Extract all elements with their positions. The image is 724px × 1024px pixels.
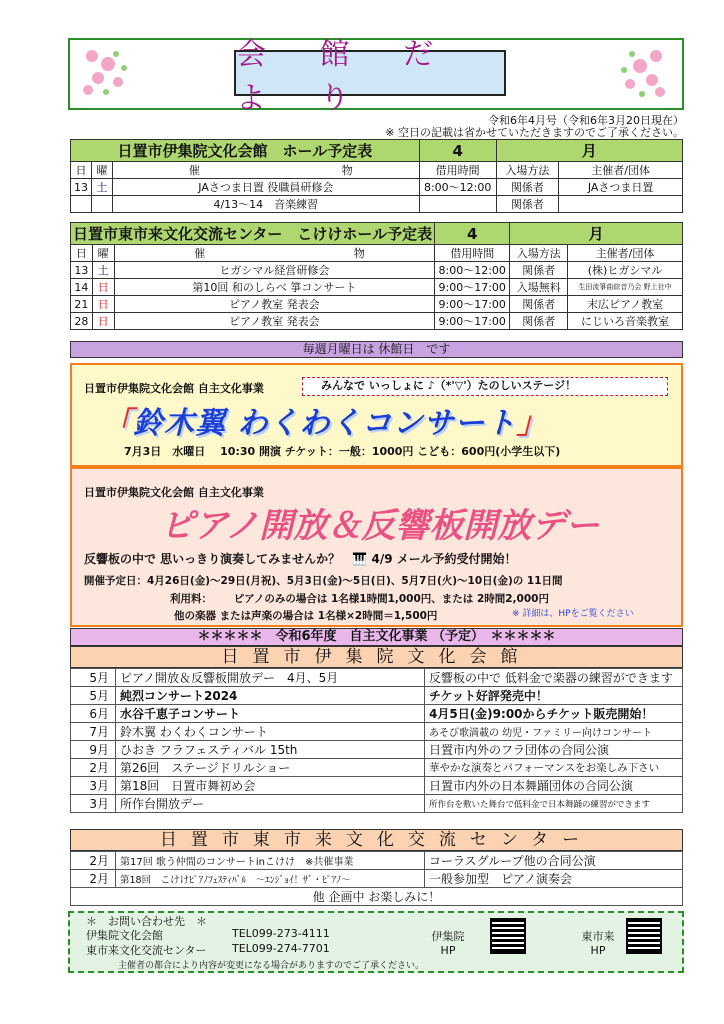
venue-higashi: 日置市東市来文化交流センター (70, 829, 683, 851)
row-entry: 関係者 (510, 262, 568, 279)
qr1-label (428, 928, 468, 957)
events-footer: 他 企画中 お楽しみに！ (71, 888, 683, 906)
row-event: 第10回 和のしらべ 箏コンサート (114, 279, 435, 296)
row-time (419, 196, 496, 213)
flower-icon (616, 44, 672, 102)
fee-note: ※ 詳細は、HPをご覧ください (512, 609, 634, 619)
header-note: ※ 空日の記載は省かせていただきますのでご了承ください。 (385, 126, 684, 139)
row-entry: 関係者 (496, 196, 559, 213)
col-event-1: 催 (112, 162, 275, 179)
event-name: 水谷千恵子コンサート (116, 705, 425, 723)
event-desc: コーラスグループ他の合同公演 (425, 852, 683, 870)
event-name: 第18回 こけけﾋﾟｱﾉﾌｪｽﾃｨﾊﾞﾙ ～ｴﾝｼﾞｮｲ！ｻﾞ・ﾋﾟｱﾉ～ (116, 870, 425, 888)
event-month: 2月 (71, 759, 116, 777)
table-row (71, 313, 683, 330)
row-time: 8:00～12:00 (435, 262, 510, 279)
col-dow: 曜 (92, 245, 114, 262)
qr2-label-1: 東市来 (581, 930, 615, 943)
row-day: 14 (71, 279, 93, 296)
qr1-label-1: 伊集院 (431, 930, 465, 943)
flower-icon (78, 44, 134, 102)
qr-code-icon[interactable] (626, 918, 662, 954)
event-name: 第17回 歌う仲間のコンサートinこけけ ※共催事業 (116, 852, 425, 870)
row-dow (91, 196, 112, 213)
contact-name-2: 東市来文化交流センター (86, 944, 207, 957)
event-desc: 日置市内外のフラ団体の合同公演 (425, 741, 683, 759)
row-org (559, 196, 683, 213)
event-month: 9月 (71, 741, 116, 759)
event-desc: 華やかな演奏とパフォーマンスをお楽しみ下さい (425, 759, 683, 777)
table-title: 日置市東市来文化交流センター こけけホール予定表 (71, 223, 435, 245)
row-time: 9:00～17:00 (435, 279, 510, 296)
col-time: 借用時間 (435, 245, 510, 262)
month-number: 4 (435, 223, 510, 245)
row-dow: 日 (92, 296, 114, 313)
venue-ijuin: 日置市伊集院文化会館 (70, 646, 683, 668)
col-event-2: 物 (285, 245, 435, 262)
closed-notice: 毎週月曜日は 休館日 です (70, 341, 683, 358)
table-row (71, 279, 683, 296)
col-day: 日 (71, 245, 93, 262)
col-event-2: 物 (276, 162, 420, 179)
event-desc: 反響板の中で 低料金で楽器の練習ができます (425, 669, 683, 687)
table-row (71, 669, 683, 687)
contact-tel-1: TEL099-273-4111 (232, 927, 330, 940)
fee-2: 他の楽器 または声楽の場合は 1名様×2時間＝1,500円 (174, 610, 438, 622)
month-label: 月 (496, 140, 682, 162)
event-desc: あそび歌満載の 幼児・ファミリー向けコンサート (425, 723, 683, 741)
col-entry: 入場方法 (496, 162, 559, 179)
event-desc: 一般参加型 ピアノ演奏会 (425, 870, 683, 888)
row-org: 生田流箏曲綜音乃会 野上社中 (568, 279, 683, 296)
qr2-label-2: HP (590, 944, 606, 957)
row-entry: 入場無料 (510, 279, 568, 296)
lead-text-2: 4/9 メール予約受付開始！ (371, 552, 517, 566)
table-row (71, 795, 683, 813)
piano-dates: 開催予定日：4月26日(金)～29日(月祝)、5月3日(金)～5日(日)、5月7日(火)～10日(金)の 11日間 (84, 575, 563, 587)
event-name: 純烈コンサート2024 (116, 687, 425, 705)
table-row (71, 687, 683, 705)
piano-title: ピアノ開放＆反響板開放デー (160, 506, 600, 546)
lead-text: 反響板の中で 思いっきり演奏してみませんか？ (84, 552, 341, 566)
concert-bubble (302, 377, 668, 396)
col-dow: 曜 (91, 162, 112, 179)
piano-fee (170, 591, 549, 606)
event-month: 5月 (71, 687, 116, 705)
row-event: 4/13～14 音楽練習 (112, 196, 419, 213)
event-name: 鈴木翼 わくわくコンサート (116, 723, 425, 741)
table-row (71, 888, 683, 906)
row-time: 9:00～17:00 (435, 296, 510, 313)
event-desc: 所作台を敷いた舞台で低料金で日本舞踊の練習ができます (425, 795, 683, 813)
row-day (71, 196, 92, 213)
event-name: 第18回 日置市舞初め会 (116, 777, 425, 795)
issue-date: 令和6年4月号（令和6年3月20日現在） (488, 114, 684, 127)
table-row (71, 179, 683, 196)
table-row (71, 705, 683, 723)
contact-tel-2: TEL099-274-7701 (232, 942, 330, 955)
ijuin-events-table (70, 668, 683, 813)
piano-icon: 🎹 (352, 552, 368, 566)
row-dow: 土 (92, 262, 114, 279)
event-desc: 日置市内外の日本舞踊団体の合同公演 (425, 777, 683, 795)
event-month: 6月 (71, 705, 116, 723)
row-event: ヒガシマル経営研修会 (114, 262, 435, 279)
event-name: ピアノ開放＆反響板開放デー 4月、5月 (116, 669, 425, 687)
fee-1: ピアノのみの場合は 1名様1時間1,000円、または 2時間2,000円 (233, 593, 549, 605)
col-entry: 入場方法 (510, 245, 568, 262)
row-event: ピアノ教室 発表会 (114, 296, 435, 313)
table-row (71, 741, 683, 759)
qr1-label-2: HP (440, 944, 456, 957)
row-entry: 関係者 (496, 179, 559, 196)
concert-title-text: 鈴木翼 わくわくコンサート (133, 406, 517, 441)
table-row (71, 852, 683, 870)
event-name: ひおき フラフェスティバル 15th (116, 741, 425, 759)
col-org: 主催者/団体 (559, 162, 683, 179)
col-day: 日 (71, 162, 92, 179)
month-label: 月 (510, 223, 683, 245)
row-time: 9:00～17:00 (435, 313, 510, 330)
higashi-events-table (70, 851, 683, 906)
row-day: 21 (71, 296, 93, 313)
event-name: 所作台開放デー (116, 795, 425, 813)
contact-head: ＊ お問い合わせ先 ＊ (86, 915, 207, 928)
table-row (71, 262, 683, 279)
row-entry: 関係者 (510, 313, 568, 330)
row-org: (株)ヒガシマル (568, 262, 683, 279)
col-event-1: 催 (114, 245, 285, 262)
table-row (71, 870, 683, 888)
table-title: 日置市伊集院文化会館 ホール予定表 (71, 140, 420, 162)
row-event: ピアノ教室 発表会 (114, 313, 435, 330)
event-month: 3月 (71, 795, 116, 813)
row-day: 13 (71, 262, 93, 279)
event-desc: 4月5日(金)9:00からチケット販売開始！ (425, 705, 683, 723)
concert-title (102, 398, 547, 442)
qr-code-icon[interactable] (490, 918, 526, 954)
row-time: 8:00～12:00 (419, 179, 496, 196)
row-org: にじいろ音楽教室 (568, 313, 683, 330)
table-row (71, 759, 683, 777)
col-time: 借用時間 (419, 162, 496, 179)
row-dow: 土 (91, 179, 112, 196)
row-dow: 日 (92, 279, 114, 296)
event-month: 3月 (71, 777, 116, 795)
event-desc: チケット好評発売中！ (425, 687, 683, 705)
row-day: 13 (71, 179, 92, 196)
event-month: 2月 (71, 852, 116, 870)
row-event: JAさつま日置 役職員研修会 (112, 179, 419, 196)
row-org: JAさつま日置 (559, 179, 683, 196)
contact-footnote: 主催者の都合により内容が変更になる場合がありますのでご了承ください。 (118, 961, 425, 971)
contact-line-1 (86, 927, 163, 943)
annual-title: ＊＊＊＊＊ 令和6年度 自主文化事業 （予定） ＊＊＊＊＊ (70, 628, 683, 646)
event-month: 7月 (71, 723, 116, 741)
table-row (71, 777, 683, 795)
row-day: 28 (71, 313, 93, 330)
contact-name-1: 伊集院文化会館 (86, 929, 163, 942)
row-org: 末広ピアノ教室 (568, 296, 683, 313)
page-title: 会 館 だ よ り (234, 50, 506, 96)
event-month: 2月 (71, 870, 116, 888)
event-name: 第26回 ステージドリルショー (116, 759, 425, 777)
ijuin-schedule-table (70, 139, 683, 213)
month-number: 4 (419, 140, 496, 162)
table-row (71, 723, 683, 741)
concert-org: 日置市伊集院文化会館 自主文化事業 (84, 382, 264, 395)
row-entry: 関係者 (510, 296, 568, 313)
bubble-text: みんなで いっしょに ♪（*'▽'）たのしいステージ！ (321, 379, 577, 392)
concert-date: 7月3日 水曜日 10:30 開演 チケット：一般：1000円 こども：600円(小学生以下) (124, 445, 561, 458)
piano-lead (84, 550, 517, 567)
fee-label: 利用料： (170, 593, 212, 605)
col-org: 主催者/団体 (568, 245, 683, 262)
event-month: 5月 (71, 669, 116, 687)
title-open-bracket: 「 (102, 406, 133, 441)
title-close-bracket: 」 (516, 406, 548, 441)
piano-org: 日置市伊集院文化会館 自主文化事業 (84, 486, 264, 499)
qr2-label (578, 928, 618, 957)
table-row (71, 196, 683, 213)
table-row (71, 296, 683, 313)
higashi-schedule-table (70, 222, 683, 330)
row-dow: 日 (92, 313, 114, 330)
